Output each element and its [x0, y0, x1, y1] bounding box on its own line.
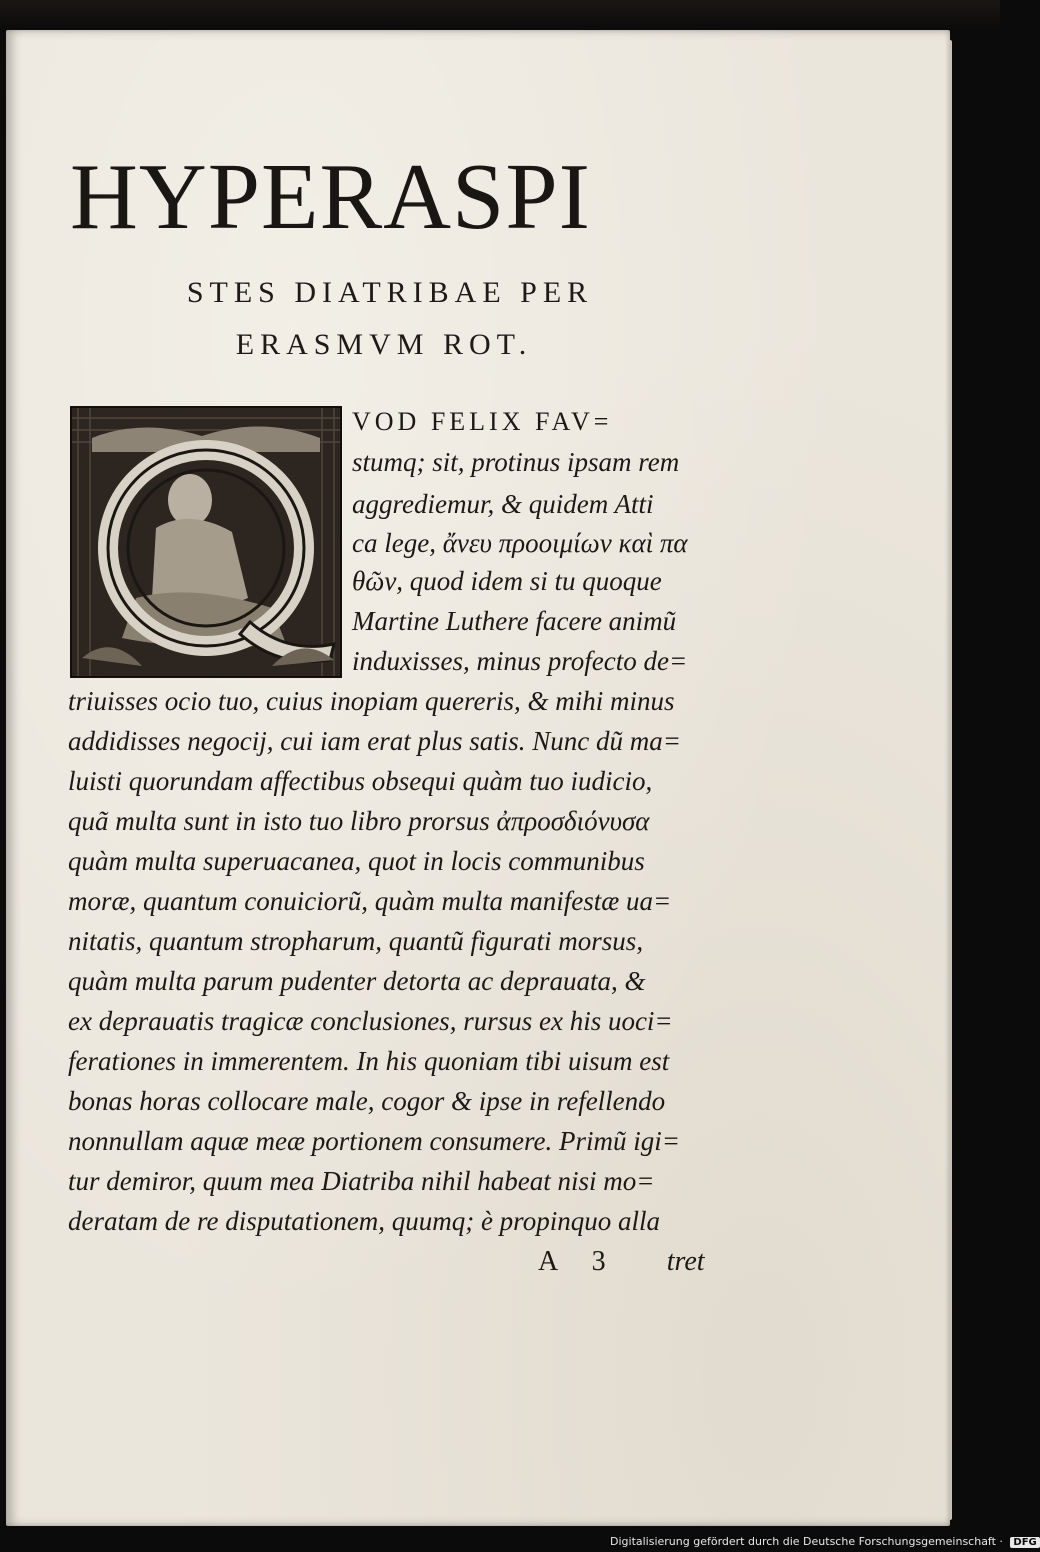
body-line-15: quàm multa parum pudenter detorta ac deprauata, & [68, 966, 646, 996]
dfg-logo-icon: DFG [1010, 1537, 1039, 1548]
page-footer [538, 1246, 705, 1278]
digitization-credit [610, 1535, 1040, 1548]
body-line-17: ferationes in immerentem. In his quoniam tibi uisum est [68, 1046, 670, 1076]
title-main: HYPERASPI [70, 145, 591, 249]
body-line-9: addidisses negocij, cui iam erat plus satis. Nunc dũ ma= [68, 726, 681, 756]
woodcut-initial-q-icon [70, 406, 342, 678]
body-line-2: stumq; sit, protinus ipsam rem [352, 447, 680, 477]
body-line-8: triuisses ocio tuo, cuius inopiam quereris, & mihi minus [68, 686, 675, 716]
body-line-14: nitatis, quantum stropharum, quantũ figurati morsus, [68, 926, 644, 956]
body-line-21: deratam de re disputationem, quumq; è propinquo alla [68, 1206, 660, 1236]
body-line-6: Martine Luthere facere animũ [352, 606, 677, 636]
body-line-12: quàm multa superuacanea, quot in locis communibus [68, 846, 645, 876]
body-line-11: quã multa sunt in isto tuo libro prorsus ἀπροσδιόνυσα [68, 806, 650, 836]
signature-mark: A 3 [538, 1246, 620, 1277]
body-line-19: nonnullam aquæ meæ portionem consumere. Primũ igi= [68, 1126, 680, 1156]
body-line-1: VOD FELIX FAV= [352, 407, 613, 436]
body-line-3: aggrediemur, & quidem Atti [352, 489, 654, 519]
body-line-18: bonas horas collocare male, cogor & ipse in refellendo [68, 1086, 666, 1116]
body-line-13: moræ, quantum conuiciorũ, quàm multa manifestæ ua= [68, 886, 672, 916]
body-line-7: induxisses, minus profecto de= [352, 646, 688, 676]
credit-text: Digitalisierung gefördert durch die Deutsche Forschungsgemeinschaft · [610, 1535, 1003, 1548]
body-line-20: tur demiror, quum mea Diatriba nihil habeat nisi mo= [68, 1166, 655, 1196]
scan-top-edge [0, 0, 1000, 30]
body-line-10: luisti quorundam affectibus obsequi quàm tuo iudicio, [68, 766, 653, 796]
catchword: tret [666, 1246, 705, 1277]
body-line-4: ca lege, ἄνευ προοιμίων καὶ πα [352, 528, 688, 558]
title-line-2: STES DIATRIBAE PER [186, 276, 594, 309]
body-line-16: ex deprauatis tragicæ conclusiones, rursus ex his uoci= [68, 1006, 673, 1036]
body-line-5: θῶν, quod idem si tu quoque [352, 566, 662, 596]
title-line-3: ERASMVM ROT. [235, 328, 533, 361]
